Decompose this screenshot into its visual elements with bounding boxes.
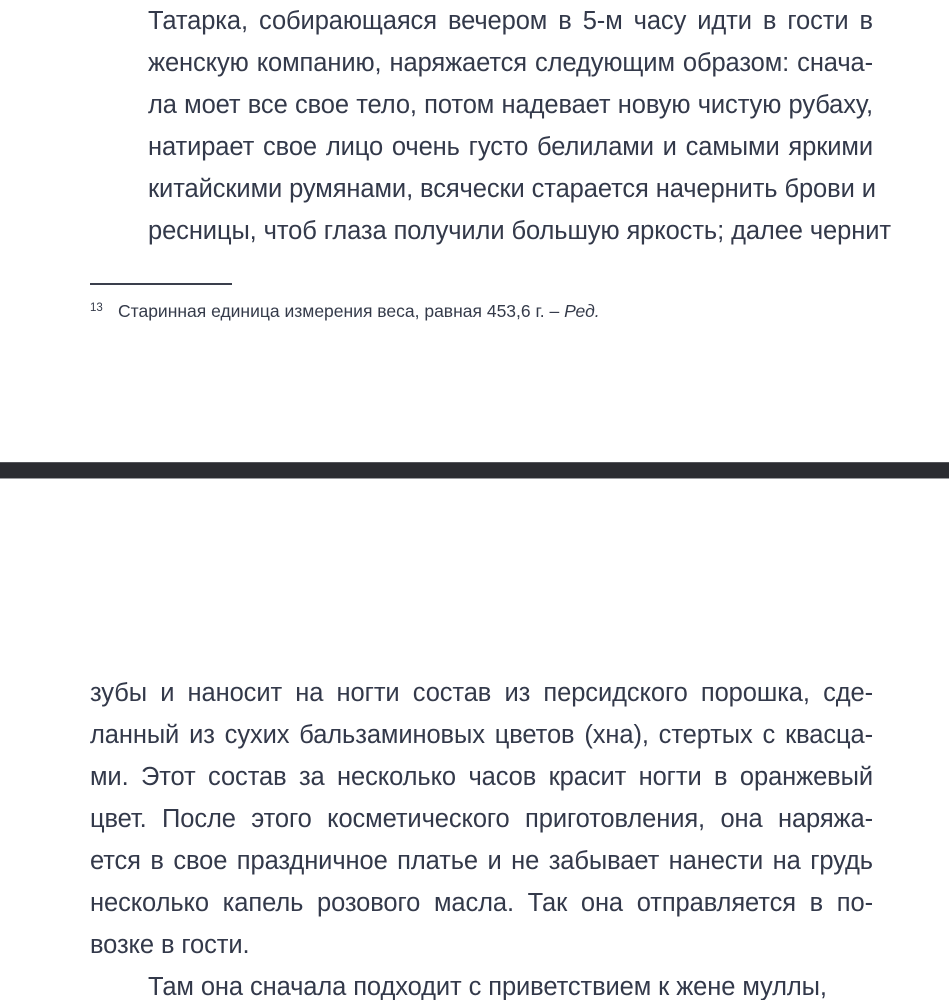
footnote-text-plain: Старинная единица измерения веса, равная 453,6 г. – (118, 301, 565, 321)
text-line: несколько капель розового масла. Так она отправляется в по- (90, 889, 873, 917)
page-gap-separator-bar (0, 462, 949, 479)
footnote-text (118, 299, 873, 323)
text-line: ресницы, чтоб глаза получили большую яркость; далее чернит (148, 217, 891, 245)
bottom-page-text-column (90, 672, 873, 1000)
footnote-block (90, 283, 873, 323)
top-page-text-column (90, 0, 891, 252)
text-line: ми. Этот состав за несколько часов красит ногти в оранжевый (90, 763, 873, 791)
text-line: натирает свое лицо очень густо белилами и самыми яркими (148, 133, 873, 161)
text-line: зубы и наносит на ногти состав из персидского порошка, сде- (90, 679, 873, 707)
text-line: ется в свое праздничное платье и не забывает нанести на грудь (90, 847, 873, 875)
text-line: Там она сначала подходит с приветствием к жене муллы, (148, 973, 827, 1000)
text-line: ла моет все свое тело, потом надевает новую чистую рубаху, (148, 91, 873, 119)
paragraph-continued (90, 672, 873, 966)
clipped-previous-line-stub (236, 0, 476, 1)
paragraph-tatarka (90, 0, 891, 252)
text-line: цвет. После этого косметического приготовления, она наряжа- (90, 805, 873, 833)
scanned-page-top (0, 0, 949, 462)
footnote-marker: 13 (90, 302, 103, 314)
paragraph-tam-ona (90, 966, 873, 1000)
text-line: женскую компанию, наряжается следующим образом: снача- (148, 49, 873, 77)
text-line: возке в гости. (90, 931, 250, 959)
footnote-separator-rule (90, 283, 232, 285)
text-line: Татарка, собирающаяся вечером в 5-м часу идти в гости в (148, 7, 873, 35)
text-line: китайскими румянами, всячески старается начернить брови и (148, 175, 876, 203)
footnote-entry (90, 299, 873, 323)
footnote-text-italic: Ред. (564, 301, 600, 321)
text-line: ланный из сухих бальзаминовых цветов (хна), стертых с квасца- (90, 721, 873, 749)
scanned-page-bottom (0, 479, 949, 1000)
